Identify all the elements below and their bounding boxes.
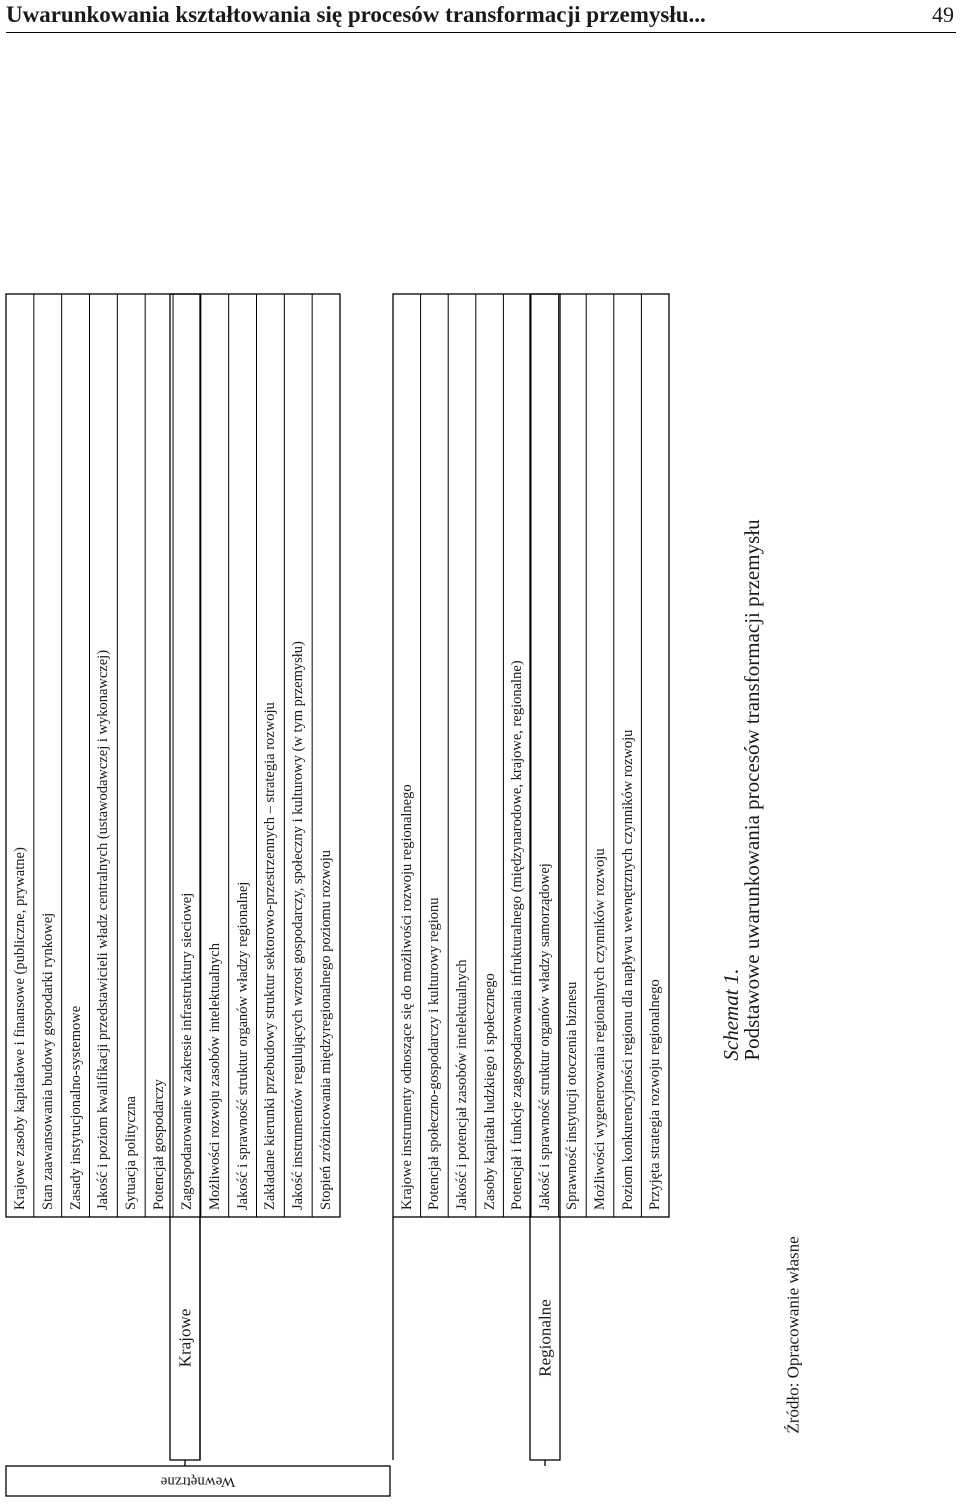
page-number: 49 (932, 2, 954, 27)
group-label-0: Krajowe (175, 1308, 195, 1368)
table-row: Zasady instytucjonalno-systemowe (67, 1005, 84, 1210)
table-row: Poziom konkurencyjności regionu dla napływu wewnętrznych czynników rozwoju (619, 729, 636, 1210)
table-row: Sytuacja polityczna (123, 1096, 139, 1210)
group-label-1: Regionalne (535, 1299, 555, 1377)
caption-label: Schemat 1. (719, 968, 743, 1061)
table-row: Jakość instrumentów regulujących wzrost gospodarczy, społeczny i kulturowy (w tym przemysłu) (290, 641, 306, 1210)
running-title: Uwarunkowania kształtowania się procesów transformacji przemysłu... (6, 2, 706, 27)
table-row: Zagospodarowanie w zakresie infrastruktury sieciowej (178, 892, 195, 1210)
table-row: Jakość i sprawność struktur organów władzy regionalnej (234, 881, 251, 1210)
table-row: Zakładane kierunki przebudowy struktur sektorowo-przestrzennych – strategia rozwoju (262, 702, 279, 1210)
table-row: Potencjał i funkcje zagospodarowania infrukturalnego (międzynarodowe, krajowe, regionalne) (508, 660, 525, 1210)
group-box-krajowe (170, 294, 200, 1460)
table-row: Jakość i potencjał zasobów intelektualnych (453, 959, 470, 1210)
table-row: Potencjał społeczno-gospodarczy i kulturowy regionu (426, 897, 443, 1210)
root-label: Wewnętrzne (160, 1473, 236, 1490)
table-row: Możliwości rozwoju zasobów intelektualnych (206, 943, 223, 1210)
table-row: Możliwości wygenerowania regionalnych czynników rozwoju (591, 848, 608, 1210)
table-row: Zasoby kapitału ludzkiego i społecznego (481, 973, 498, 1210)
table-row: Potencjał gospodarczy (150, 1079, 167, 1210)
table-row: Jakość i sprawność struktur organów władzy samorządowej (536, 863, 553, 1210)
table-row: Sprawność instytucji otoczenia biznesu (564, 981, 581, 1210)
figure-caption (721, 519, 763, 1060)
table-row: Stopień zróżnicowania międzyregionalnego poziomu rozwoju (317, 850, 334, 1210)
source-note: Źródło: Opracowanie własne (783, 1236, 803, 1434)
table-row: Krajowe instrumenty odnoszące się do możliwości rozwoju regionalnego (398, 784, 415, 1210)
table-row: Przyjęta strategia rozwoju regionalnego (646, 979, 663, 1210)
table-row: Stan zaawansowania budowy gospodarki rynkowej (39, 912, 56, 1210)
table-row: Jakość i poziom kwalifikacji przedstawicieli władz centralnych (ustawodawczej i wykonawczej) (95, 649, 112, 1210)
table-row: Krajowe zasoby kapitałowe i finansowe (publiczne, prywatne) (11, 847, 28, 1210)
caption-text: Podstawowe uwarunkowania procesów transformacji przemysłu (740, 519, 764, 1061)
